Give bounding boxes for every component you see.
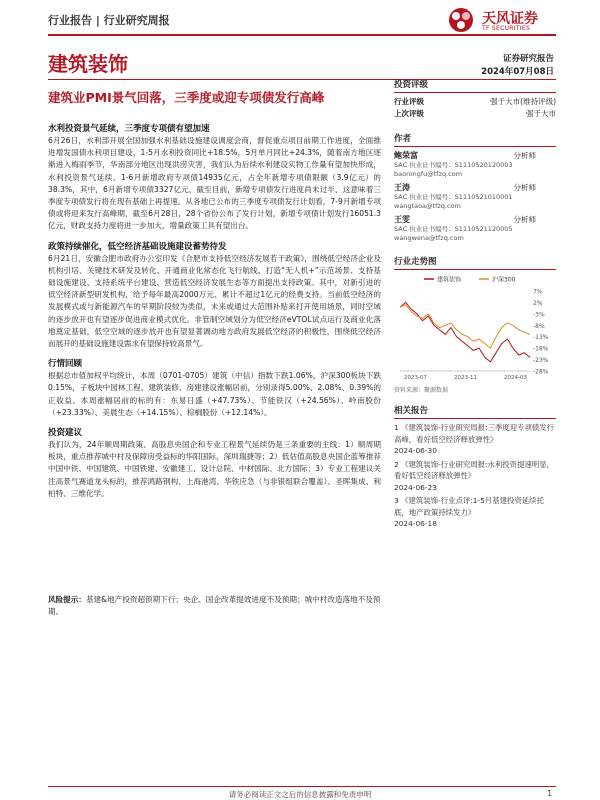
rating-row bbox=[394, 108, 556, 120]
section-low-altitude bbox=[48, 240, 381, 351]
page-number: 1 bbox=[547, 789, 552, 798]
main-content bbox=[48, 122, 381, 507]
series-line bbox=[400, 305, 530, 348]
rating-value: 强于大市(维持评级) bbox=[490, 97, 556, 106]
series-line bbox=[400, 302, 530, 362]
trend-title: 行业走势图 bbox=[394, 255, 556, 270]
chart-source: 资料来源：聚源数据 bbox=[394, 387, 449, 394]
section-body: 6月26日，水利部开展全国加强水利基础设施建设调度会商，督促重点项目前期工作进度，全面推进增发国债水利项目建设，1-5月水利投资同比+18.5%，5月单月同比+24.3%，随着南方地区逐渐进入梅雨季节，华南部分地区出现洪涝灾害，我们认为后续水利建设实物工作量有望加快形成，水利投资景气延续。1-6月新增政府专项债14935亿元，占全年新增专项债限额（3.9亿元）的38.3%，其中，6月新增专项债3327亿元，截至目前，新增专项债发行进度尚未过半，这意味着三季度专项债发行将在现有基础上再提速。从各地已公布的三季度专项债发行计划看，7-9月新增专项债或将迎来发行高峰期，截至6月28日，28个省份公布了发行计划，新增专项债计划发行16051.3亿元，财政支持力度将进一步加大，增量政策工具有望出台。 bbox=[48, 136, 381, 231]
related-title: 相关报告 bbox=[394, 404, 556, 419]
related-report[interactable] bbox=[394, 495, 556, 530]
author-cert: SAC 执业证书编号：S1110521120005 bbox=[394, 225, 513, 233]
risk-warning bbox=[48, 594, 381, 618]
related-report-date: 2024-06-18 bbox=[394, 519, 437, 528]
sector-title: 建筑装饰 bbox=[48, 52, 128, 76]
section-market-review bbox=[48, 357, 381, 419]
y-tick-label: -18% bbox=[533, 345, 549, 353]
rating-row bbox=[394, 96, 556, 108]
author-block bbox=[394, 182, 556, 211]
y-tick-label: 2% bbox=[533, 299, 543, 307]
footer-divider bbox=[48, 786, 556, 787]
author-name: 王涛 bbox=[394, 183, 410, 192]
x-tick-label: 2024-03 bbox=[504, 375, 527, 381]
section-title: 投资建议 bbox=[48, 428, 83, 439]
author-role: 分析师 bbox=[513, 183, 536, 192]
top-divider bbox=[48, 34, 556, 36]
section-body: 根据总市值加权平均统计，本周（0701-0705）建筑（中信）指数下跌1.06%，沪深300板块下跌0.15%，子板块中园林工程、建筑装修、房建建设涨幅居前，分别录得5.00%、2.08%、0.39%的正收益。本周涨幅居前的标的有：东易日盛（+47.73%）、节能铁汉（+24.56%）、岭南股份（+23.33%）、美晨生态（+14.15%）、棕榈股份（+12.14%）。 bbox=[48, 371, 381, 417]
section-title: 行情回顾 bbox=[48, 359, 83, 370]
author-block bbox=[394, 150, 556, 179]
y-tick-label: -28% bbox=[533, 368, 549, 376]
y-tick-label: -23% bbox=[533, 357, 549, 365]
x-tick-label: 2023-07 bbox=[404, 375, 427, 381]
author-role: 分析师 bbox=[513, 151, 536, 160]
author-cert: SAC 执业证书编号：S1110521010001 bbox=[394, 193, 513, 201]
author-cert: SAC 执业证书编号：S1110520120003 bbox=[394, 161, 513, 169]
y-tick-label: -13% bbox=[533, 334, 549, 342]
author-email[interactable]: wangwena@tfzq.com bbox=[394, 234, 464, 242]
rating-title: 投资评级 bbox=[394, 78, 556, 93]
report-headline: 建筑业PMI景气回落，三季度或迎专项债发行高峰 bbox=[48, 90, 325, 105]
legend-label: 建筑装饰 bbox=[437, 276, 462, 284]
risk-label: 风险提示： bbox=[48, 595, 86, 604]
rating-key: 上次评级 bbox=[394, 109, 424, 118]
section-title: 政策持续催化，低空经济基础设施建设蓄势待发 bbox=[48, 241, 227, 252]
section-investment-advice bbox=[48, 426, 381, 500]
author-name: 王雯 bbox=[394, 215, 410, 224]
brand-logo bbox=[446, 6, 556, 36]
section-body: 6月21日，安徽合肥市政府办公室印发《合肥市支持低空经济发展若干政策》，围绕低空经济企业及机构引培、关键技术研发及转化、开通商业化常态化飞行航线、打造“无人机+”示范场景、支持基础设施建设、支持系统平台建设、营造低空经济发展生态等方面提出支持政策。其中，对新引进的低空经济新型研发机构，给予每年最高2000万元、累计不超过1亿元的经费支持。当前低空经济的发展模式或与新能源汽车的早期阶段较为类似，未来或通过大范围补贴来打开使用场景，同时空域的逐步放开也有望逐步促进商业模式优化。非管制空域划分为低空经济eVTOL试点运行及商业化落地奠定基础，低空空域的逐步放开也有望显著调动地方政府发展低空经济的积极性，围绕低空经济而展开的基础设施建设需求有望保持较高景气。 bbox=[48, 253, 381, 349]
risk-text: 基建&地产投资超预期下行；央企、国企改革提效进度不及预期；城中村改造落地不及预期。 bbox=[48, 595, 381, 617]
brand-english-name: TF SECURITIES bbox=[482, 25, 531, 32]
related-report-title[interactable]: 1 《建筑装饰-行业研究周报:三季度迎专项债发行高峰，看好低空经济释放弹性》 bbox=[394, 423, 555, 444]
author-name: 鲍荣富 bbox=[394, 151, 418, 160]
section-water-investment bbox=[48, 122, 381, 233]
related-report-title[interactable]: 3 《建筑装饰-行业点评:1-5月基建投资延续托底，地产政策持续发力》 bbox=[394, 496, 544, 517]
footer-disclaimer: 请务必阅读正文之后的信息披露和免责申明 bbox=[228, 790, 372, 799]
author-email[interactable]: baorongfu@tfzq.com bbox=[394, 170, 463, 178]
x-tick-label: 2023-11 bbox=[454, 375, 477, 381]
y-tick-label: -8% bbox=[533, 322, 545, 330]
y-tick-label: 7% bbox=[533, 288, 543, 296]
report-date: 2024年07月08日 bbox=[481, 67, 554, 77]
related-report[interactable] bbox=[394, 422, 556, 457]
related-report-title[interactable]: 2 《建筑装饰-行业研究周报:水利投资提速明显，看好低空经济释放弹性》 bbox=[394, 459, 555, 480]
y-tick-label: -3% bbox=[533, 311, 545, 319]
rating-value: 强于大市 bbox=[526, 109, 556, 118]
related-report[interactable] bbox=[394, 459, 556, 494]
legend-label: 沪深300 bbox=[492, 276, 516, 284]
rating-key: 行业评级 bbox=[394, 97, 424, 106]
author-email[interactable]: wangtaoa@tfzq.com bbox=[394, 202, 461, 210]
section-body: 我们认为，24年顺周期政策、高股息央国企和专业工程景气延续仍是三条重要的主线：1）顺周期板块，重点推荐城中村及保障房受益标的华阳国际、深圳瑞捷等；2）低估值高股息央国企蓝筹推荐中国中铁、中国建筑、中国铁建、安徽建工、设计总院、中材国际、北方国际；3）专业工程建议关注高景气赛道龙头标的，推荐鸿路钢构、上海港湾、华铁应急（与非银组联合覆盖）、圣晖集成、利柏特、三维化学。 bbox=[48, 440, 381, 498]
related-report-date: 2024-06-23 bbox=[394, 482, 437, 492]
related-report-date: 2024-06-30 bbox=[394, 446, 437, 455]
logo-mark-icon bbox=[446, 6, 476, 34]
section-title: 水利投资景气延续，三季度专项债有望加速 bbox=[48, 124, 210, 134]
authors-title: 作者 bbox=[394, 132, 556, 147]
brand-name: 天风证券 bbox=[482, 11, 538, 27]
report-category: 行业报告 | 行业研究周报 bbox=[48, 14, 170, 27]
report-type: 证券研究报告 bbox=[502, 54, 554, 64]
author-role: 分析师 bbox=[513, 215, 536, 224]
trend-chart bbox=[394, 273, 556, 383]
sidebar bbox=[394, 78, 556, 532]
author-block bbox=[394, 214, 556, 243]
trend-chart-svg bbox=[394, 273, 556, 383]
